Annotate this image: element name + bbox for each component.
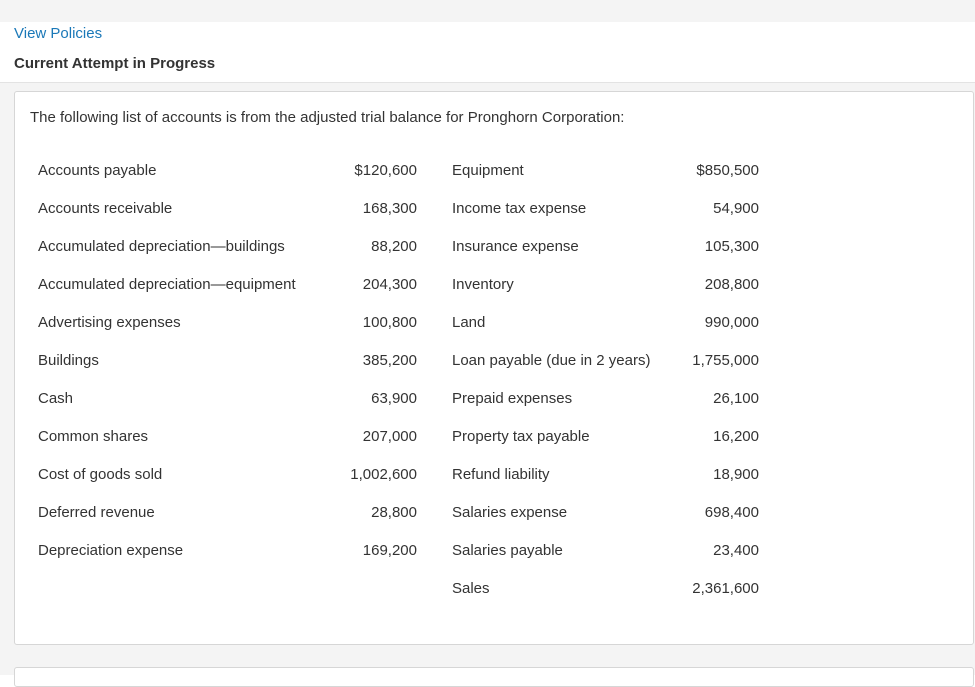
account-row (15, 390, 975, 410)
top-strip (0, 0, 975, 22)
account-amount: 16,200 (713, 428, 759, 445)
account-name: Sales (452, 580, 490, 597)
account-name: Depreciation expense (38, 542, 184, 559)
account-name: Inventory (452, 276, 514, 293)
question-card (14, 91, 974, 645)
account-amount: $120,600 (354, 162, 417, 179)
view-policies-link[interactable]: View Policies (14, 25, 103, 42)
account-amount: 88,200 (371, 238, 417, 255)
account-amount: 1,002,600 (350, 466, 417, 483)
next-card (14, 667, 974, 687)
account-amount: 207,000 (362, 428, 417, 445)
account-amount: $850,500 (696, 162, 759, 179)
account-amount: 169,200 (362, 542, 417, 559)
account-amount: 1,755,000 (692, 352, 759, 369)
account-amount: 208,800 (704, 276, 759, 293)
account-name: Income tax expense (452, 200, 587, 217)
account-name: Accounts receivable (38, 200, 173, 217)
account-row (15, 314, 975, 334)
account-amount: 385,200 (362, 352, 417, 369)
account-row (15, 542, 975, 562)
account-name: Loan payable (due in 2 years) (452, 352, 651, 369)
account-amount: 28,800 (371, 504, 417, 521)
account-name: Accumulated depreciation—equipment (38, 276, 296, 293)
account-name: Accumulated depreciation—buildings (38, 238, 285, 255)
account-amount: 990,000 (704, 314, 759, 331)
account-amount: 204,300 (362, 276, 417, 293)
account-name: Cash (38, 390, 74, 407)
account-name: Salaries payable (452, 542, 563, 559)
account-amount: 26,100 (713, 390, 759, 407)
account-amount: 23,400 (713, 542, 759, 559)
account-amount: 105,300 (704, 238, 759, 255)
account-name: Deferred revenue (38, 504, 155, 521)
account-row (15, 352, 975, 372)
page-header (0, 22, 975, 83)
account-name: Insurance expense (452, 238, 579, 255)
account-name: Prepaid expenses (452, 390, 573, 407)
account-amount: 63,900 (371, 390, 417, 407)
account-row (15, 162, 975, 182)
account-amount: 54,900 (713, 200, 759, 217)
account-name: Cost of goods sold (38, 466, 163, 483)
account-name: Land (452, 314, 486, 331)
account-name: Advertising expenses (38, 314, 181, 331)
question-intro: The following list of accounts is from the adjusted trial balance for Pronghorn Corporation: (30, 109, 625, 126)
account-row (15, 200, 975, 220)
account-row (15, 238, 975, 258)
account-row (15, 276, 975, 296)
attempt-title: Current Attempt in Progress (14, 55, 216, 72)
account-name: Salaries expense (452, 504, 568, 521)
account-amount: 698,400 (704, 504, 759, 521)
account-amount: 168,300 (362, 200, 417, 217)
account-name: Common shares (38, 428, 149, 445)
account-amount: 18,900 (713, 466, 759, 483)
account-amount: 2,361,600 (692, 580, 759, 597)
account-name: Accounts payable (38, 162, 157, 179)
account-name: Buildings (38, 352, 99, 369)
account-name: Equipment (452, 162, 524, 179)
account-row (15, 428, 975, 448)
account-amount: 100,800 (362, 314, 417, 331)
account-name: Refund liability (452, 466, 550, 483)
account-row (15, 504, 975, 524)
account-name: Property tax payable (452, 428, 590, 445)
account-row (15, 580, 975, 600)
account-row (15, 466, 975, 486)
